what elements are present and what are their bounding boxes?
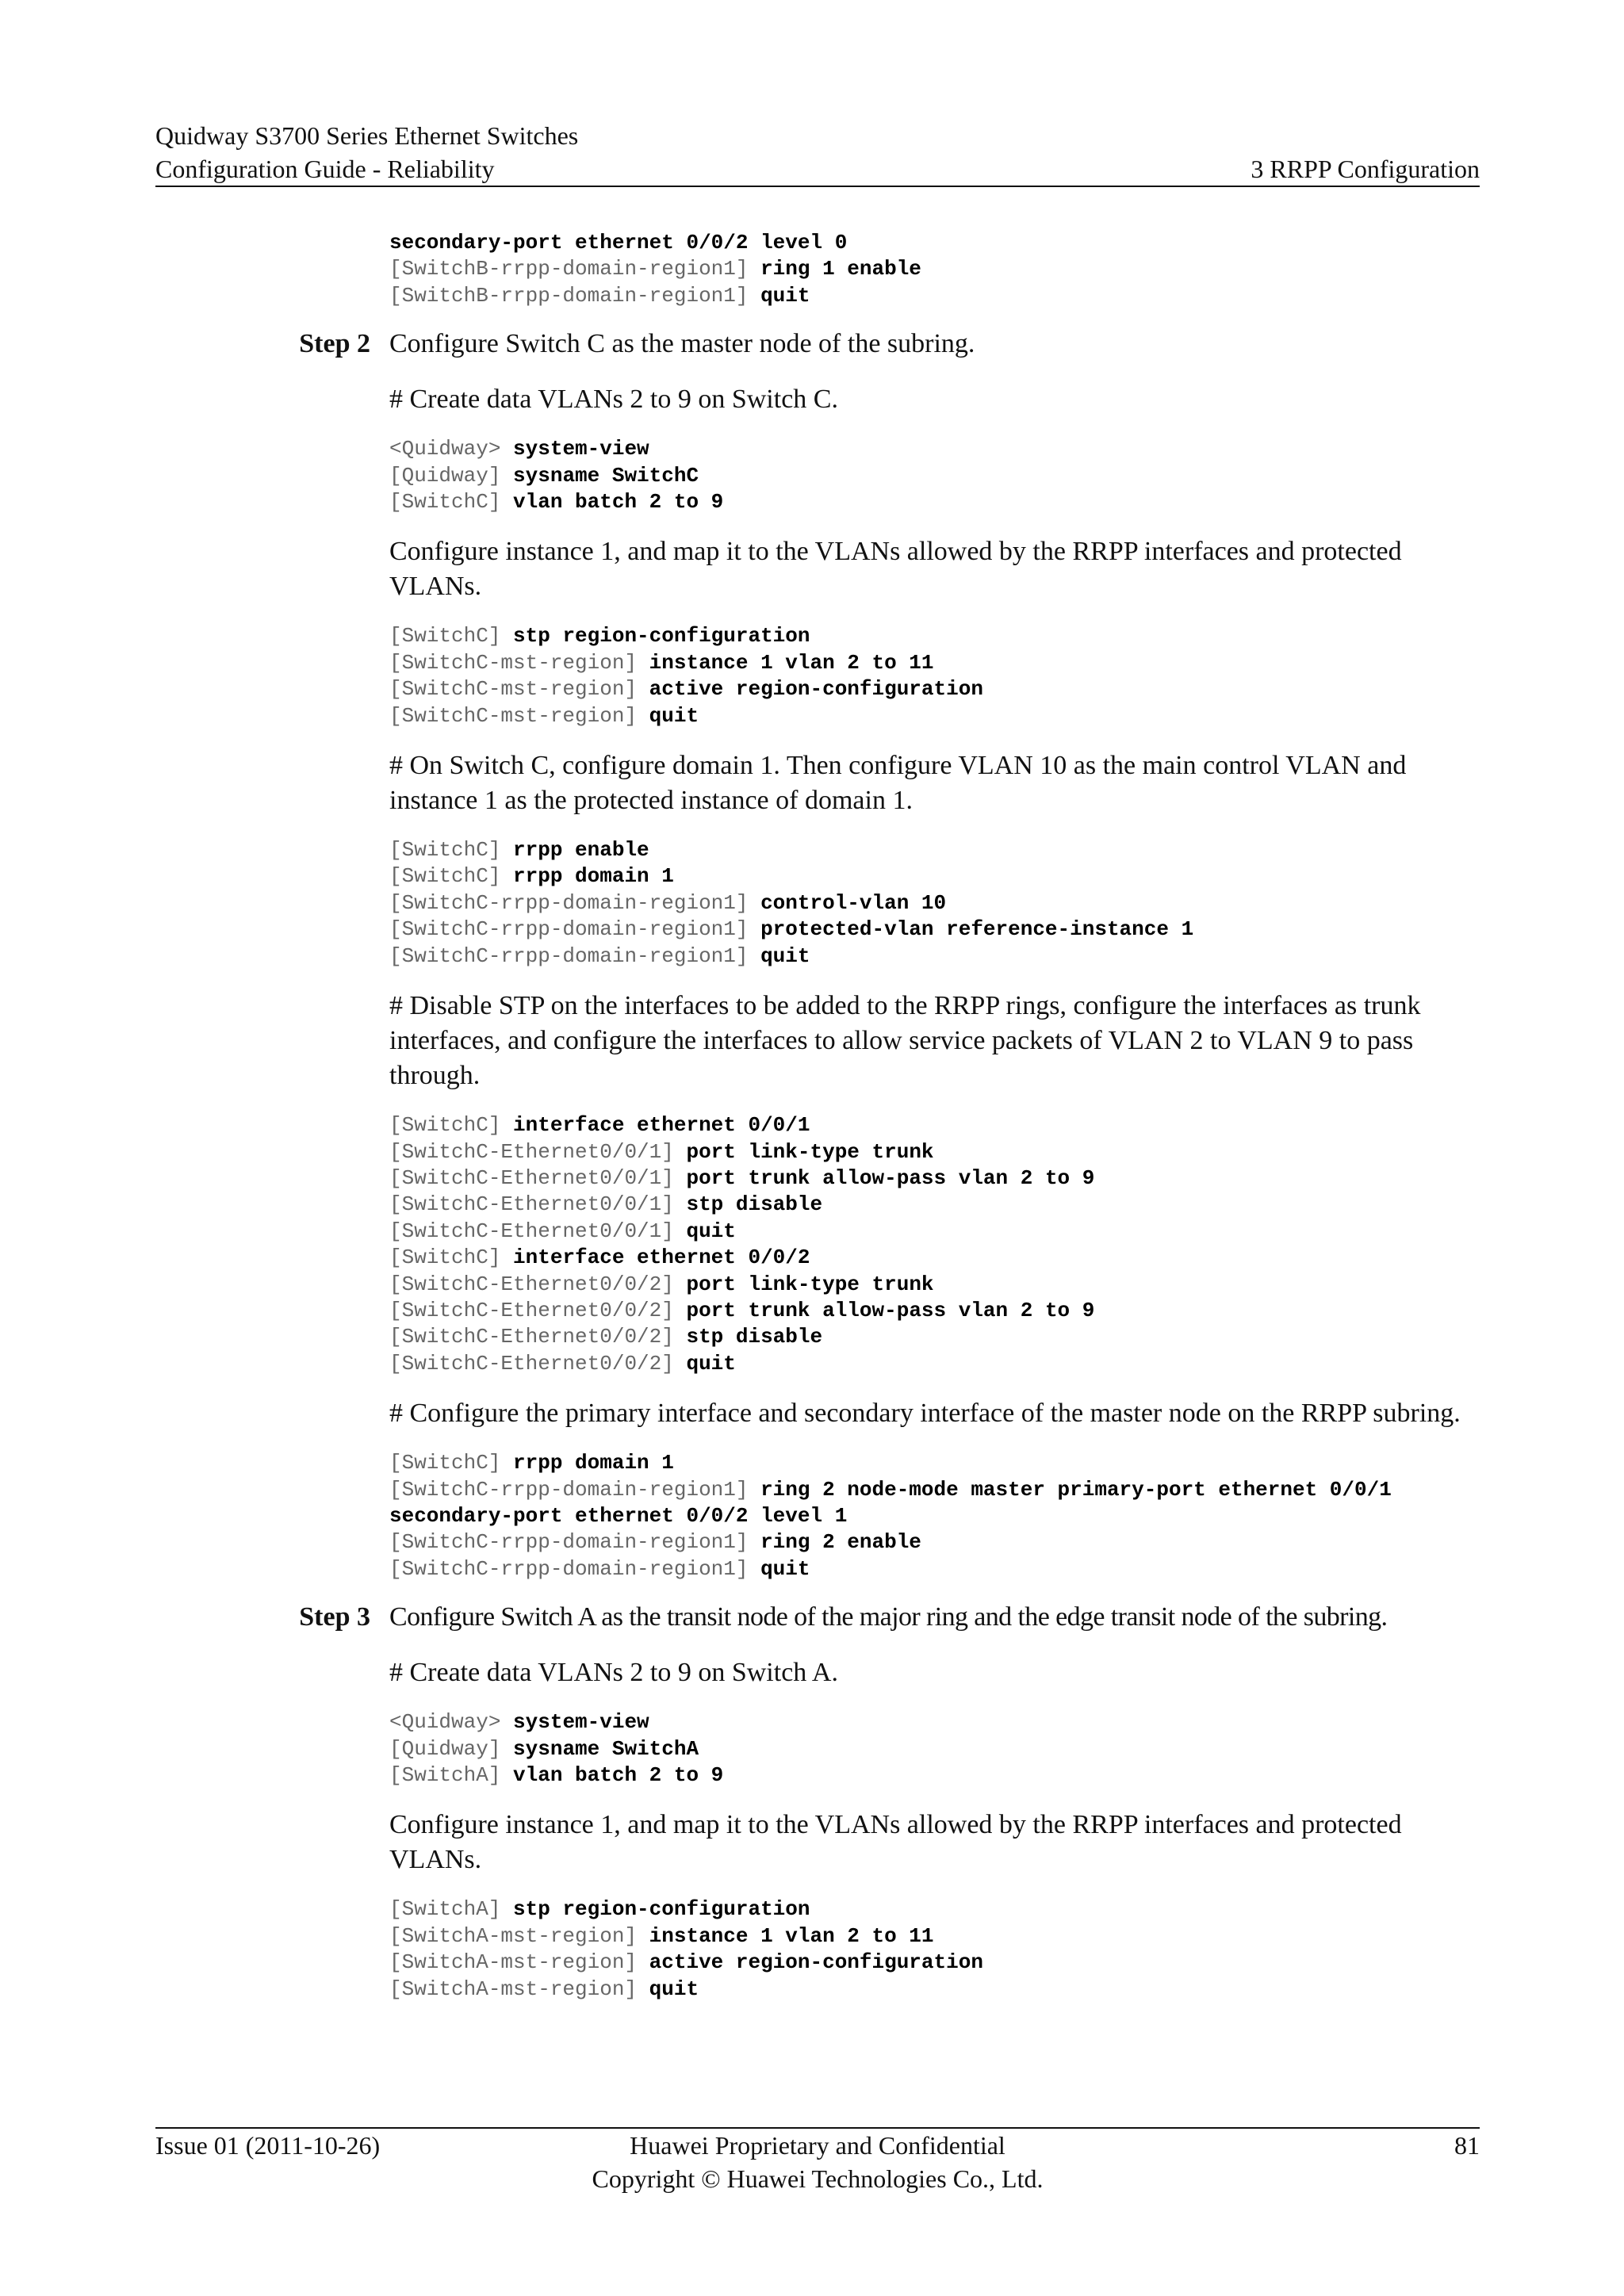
- paragraph: Configure instance 1, and map it to the VLANs allowed by the RRPP interfaces and protected VLANs.: [389, 1810, 1402, 1875]
- code-line: [SwitchA-mst-region] active region-configuration: [389, 1950, 983, 1975]
- step-label: Step 3: [299, 1602, 370, 1632]
- code-line: [SwitchC-rrpp-domain-region1] quit: [389, 943, 810, 968]
- code-line: [SwitchC-Ethernet0/0/2] quit: [389, 1351, 736, 1376]
- code-block: [155, 230, 1480, 309]
- footer-center: [155, 2129, 1480, 2195]
- code-line: [SwitchC-Ethernet0/0/2] port link-type trunk: [389, 1272, 934, 1296]
- code-line: [SwitchC-rrpp-domain-region1] quit: [389, 1556, 810, 1581]
- code-line: <Quidway> system-view: [389, 437, 649, 461]
- paragraph: # Create data VLANs 2 to 9 on Switch A.: [389, 1658, 838, 1688]
- step-label: Step 2: [299, 329, 370, 359]
- code-line: [SwitchC] rrpp domain 1: [389, 1451, 674, 1475]
- footer-confidential: Huawei Proprietary and Confidential: [630, 2131, 1005, 2160]
- code-line: [SwitchA-mst-region] instance 1 vlan 2 to 11: [389, 1923, 934, 1948]
- code-line: [SwitchB-rrpp-domain-region1] ring 1 enable: [389, 257, 921, 281]
- code-line: [SwitchC-rrpp-domain-region1] control-vlan 10: [389, 890, 947, 915]
- code-line: [SwitchC-Ethernet0/0/1] port trunk allow-pass vlan 2 to 9: [389, 1165, 1095, 1190]
- footer-issue: Issue 01 (2011-10-26): [155, 2131, 381, 2160]
- code-line: [SwitchA] vlan batch 2 to 9: [389, 1763, 724, 1787]
- code-block: [155, 837, 1480, 970]
- code-line: [SwitchC-Ethernet0/0/1] stp disable: [389, 1192, 823, 1217]
- code-line: [SwitchC] interface ethernet 0/0/2: [389, 1246, 810, 1270]
- paragraph: # Configure the primary interface and secondary interface of the master node on the RRPP subring.: [389, 1399, 1461, 1429]
- paragraph: # Create data VLANs 2 to 9 on Switch C.: [389, 385, 838, 415]
- code-line: [SwitchA] stp region-configuration: [389, 1897, 810, 1922]
- code-line: <Quidway> system-view: [389, 1710, 649, 1735]
- code-line: [SwitchC-Ethernet0/0/2] stp disable: [389, 1325, 823, 1349]
- document-body: [155, 230, 1480, 2003]
- code-line: [SwitchC-Ethernet0/0/1] quit: [389, 1219, 736, 1243]
- code-line: [SwitchC] stp region-configuration: [389, 624, 810, 649]
- footer-copyright: Copyright © Huawei Technologies Co., Ltd.: [592, 2164, 1044, 2193]
- code-line: [SwitchC] interface ethernet 0/0/1: [389, 1113, 810, 1138]
- code-block: [155, 623, 1480, 729]
- code-line: [SwitchC] rrpp enable: [389, 838, 649, 863]
- paragraph: # On Switch C, configure domain 1. Then configure VLAN 10 as the main control VLAN and instance 1 as the protected instance of domain 1.: [389, 751, 1407, 816]
- paragraph: Configure instance 1, and map it to the VLANs allowed by the RRPP interfaces and protected VLANs.: [389, 537, 1402, 602]
- header-product: Quidway S3700 Series Ethernet Switches: [155, 121, 579, 150]
- code-line: [SwitchB-rrpp-domain-region1] quit: [389, 283, 810, 308]
- code-line: secondary-port ethernet 0/0/2 level 0: [389, 231, 848, 254]
- code-line: [SwitchC] rrpp domain 1: [389, 864, 674, 889]
- code-line: [SwitchC-mst-region] quit: [389, 703, 699, 728]
- page-number: 81: [1454, 2131, 1480, 2160]
- code-line: secondary-port ethernet 0/0/2 level 1: [389, 1503, 848, 1528]
- code-block: [155, 1896, 1480, 2003]
- step-text: Configure Switch A as the transit node of the major ring and the edge transit node of the subring.: [389, 1602, 1388, 1632]
- code-line: [SwitchC-rrpp-domain-region1] protected-vlan reference-instance 1: [389, 917, 1194, 942]
- code-line: [SwitchA-mst-region] quit: [389, 1976, 699, 2001]
- page-footer: [155, 2129, 1480, 2208]
- code-line: [SwitchC] vlan batch 2 to 9: [389, 490, 724, 515]
- code-line: [SwitchC-rrpp-domain-region1] ring 2 node-mode master primary-port ethernet 0/0/1: [389, 1477, 1392, 1502]
- code-line: [SwitchC-mst-region] active region-configuration: [389, 677, 983, 702]
- code-block: [155, 1709, 1480, 1789]
- code-line: [SwitchC-rrpp-domain-region1] ring 2 enable: [389, 1530, 921, 1555]
- code-line: [Quidway] sysname SwitchA: [389, 1736, 699, 1761]
- code-line: [SwitchC-Ethernet0/0/2] port trunk allow-pass vlan 2 to 9: [389, 1298, 1095, 1322]
- header-guide: Configuration Guide - Reliability: [155, 155, 495, 183]
- code-block: [155, 436, 1480, 515]
- code-line: [SwitchC-Ethernet0/0/1] port link-type trunk: [389, 1139, 934, 1164]
- header-chapter: 3 RRPP Configuration: [1251, 155, 1480, 183]
- code-block: [155, 1450, 1480, 1582]
- code-block: [155, 1112, 1480, 1377]
- step-text: Configure Switch C as the master node of the subring.: [389, 329, 975, 359]
- code-line: [SwitchC-mst-region] instance 1 vlan 2 to 11: [389, 650, 934, 675]
- paragraph: # Disable STP on the interfaces to be added to the RRPP rings, configure the interfaces as trunk interfaces, and configure the interfaces to allow service packets of VLAN 2 to VLAN 9 to pass through.: [389, 991, 1421, 1091]
- page-header: [155, 119, 1480, 186]
- step-heading: [155, 1600, 1480, 1635]
- code-line: [Quidway] sysname SwitchC: [389, 463, 699, 488]
- header-divider: [155, 186, 1480, 187]
- step-heading: [155, 327, 1480, 362]
